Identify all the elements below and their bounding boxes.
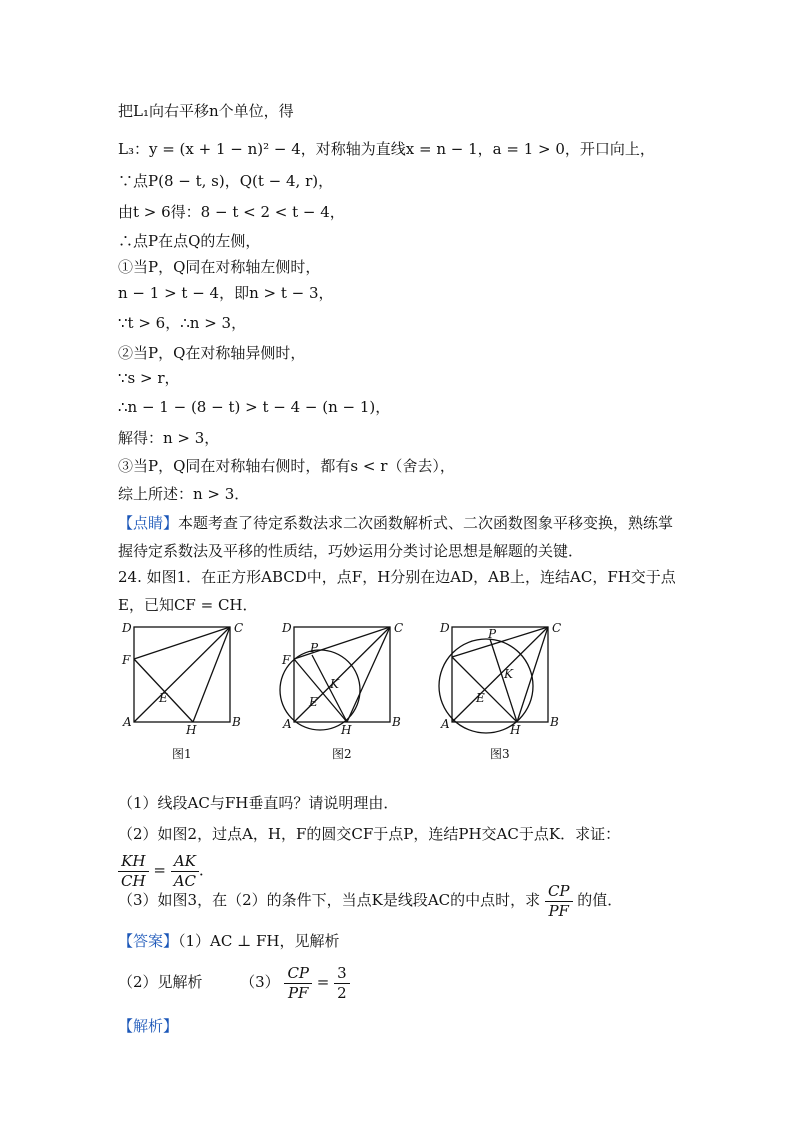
fig2-label-d: D: [282, 621, 292, 635]
fig2-label-h: H: [341, 723, 352, 737]
problem-intro: 24. 如图1．在正方形ABCD中，点F，H分别在边AD，AB上，连结AC，FH交于点E，已知CF = CH．: [118, 568, 676, 614]
fig2-label-p: P: [310, 641, 319, 655]
fraction-ak-ac: $\frac{AK}{AC}$: [171, 852, 199, 891]
question-2-formula: $\frac{KH}{CH}$ = $\frac{AK}{AC}$ ．: [118, 850, 214, 891]
text-line-10: ∵s > r，: [118, 369, 180, 387]
answer-fraction-cp-pf: $\frac{CP}{PF}$: [284, 964, 312, 1003]
fig3-label-p: P: [488, 627, 497, 641]
answer-line-2: （2）见解析 （3） $\frac{CP}{PF}$ = $\frac{3}{2}$: [118, 962, 350, 1003]
fig2-label-b: B: [392, 715, 401, 729]
figure-1: [110, 612, 250, 764]
text-line-12: 解得：n > 3，: [118, 429, 220, 447]
text-line-2: L₃：y = (x + 1 − n)² − 4，对称轴为直线x = n − 1，a = 1 > 0，开口向上，: [118, 140, 655, 158]
fraction-kh-ch: $\frac{KH}{CH}$: [118, 852, 149, 891]
fig1-label-d: D: [122, 621, 132, 635]
figure-2: [270, 612, 410, 764]
text-line-6: ①当P，Q同在对称轴左侧时，: [118, 258, 321, 276]
comment-text: 本题考查了待定系数法求二次函数解析式、二次函数图象平移变换，熟练掌握待定系数法及平移的性质结，巧妙运用分类讨论思想是解题的关键．: [118, 514, 674, 560]
comment-paragraph: [118, 509, 688, 565]
fig3-label-e: E: [476, 691, 485, 705]
fig3-label-h: H: [510, 723, 521, 737]
fig2-label-a: A: [283, 717, 292, 731]
answer-line-1: 【答案】（1）AC ⊥ FH，见解析: [118, 932, 340, 950]
text-line-14: 综上所述：n > 3．: [118, 485, 250, 503]
fig2-label-k: K: [330, 677, 339, 691]
fig1-label-e: E: [159, 691, 168, 705]
text-line-3: ∵点P(8 − t, s)，Q(t − 4, r)，: [118, 172, 334, 190]
fig1-label-b: B: [232, 715, 241, 729]
comment-tag: 【点睛】: [118, 514, 179, 532]
answer-tag: 【答案】: [118, 932, 179, 950]
fig3-label-b: B: [550, 715, 559, 729]
fraction-cp-pf: $\frac{CP}{PF}$: [545, 882, 573, 921]
fig3-label-d: D: [440, 621, 450, 635]
figure-3: [428, 612, 568, 764]
text-line-7: n − 1 > t − 4，即n > t − 3，: [118, 284, 334, 302]
question-2: （2）如图2，过点A，H，F的圆交CF于点P，连结PH交AC于点K．求证：: [118, 825, 621, 843]
fig3-label-c: C: [552, 621, 562, 635]
answer-fraction-3-2: $\frac{3}{2}$: [334, 964, 350, 1003]
text-line-4: 由t > 6得：8 − t < 2 < t − 4，: [118, 203, 345, 221]
fig1-label-a: A: [123, 715, 132, 729]
question-3: （3）如图3，在（2）的条件下，当点K是线段AC的中点时，求 $\frac{CP}{PF}$ 的值．: [118, 881, 623, 920]
text-line-1: 把L₁向右平移n个单位，得: [118, 102, 294, 120]
fig1-caption: 图1: [172, 747, 192, 761]
text-line-13: ③当P，Q同在对称轴右侧时，都有s < r（舍去），: [118, 457, 455, 475]
fig2-caption: 图2: [332, 747, 352, 761]
question-1: （1）线段AC与FH垂直吗？请说明理由．: [118, 794, 399, 812]
text-line-5: ∴点P在点Q的左侧，: [118, 232, 261, 250]
fig1-label-f: F: [122, 653, 131, 667]
text-line-11: ∴n − 1 − (8 − t) > t − 4 − (n − 1)，: [118, 398, 391, 416]
fig2-label-c: C: [394, 621, 404, 635]
text-line-8: ∵t > 6，∴n > 3，: [118, 314, 247, 332]
fig3-label-k: K: [504, 667, 513, 681]
fig3-label-a: A: [441, 717, 450, 731]
text-line-9: ②当P，Q在对称轴异侧时，: [118, 344, 306, 362]
fig1-label-h: H: [186, 723, 197, 737]
fig2-label-f: F: [282, 653, 291, 667]
analysis-tag: 【解析】: [118, 1017, 179, 1035]
fig1-label-c: C: [234, 621, 244, 635]
fig2-label-e: E: [309, 695, 318, 709]
fig3-caption: 图3: [490, 747, 510, 761]
